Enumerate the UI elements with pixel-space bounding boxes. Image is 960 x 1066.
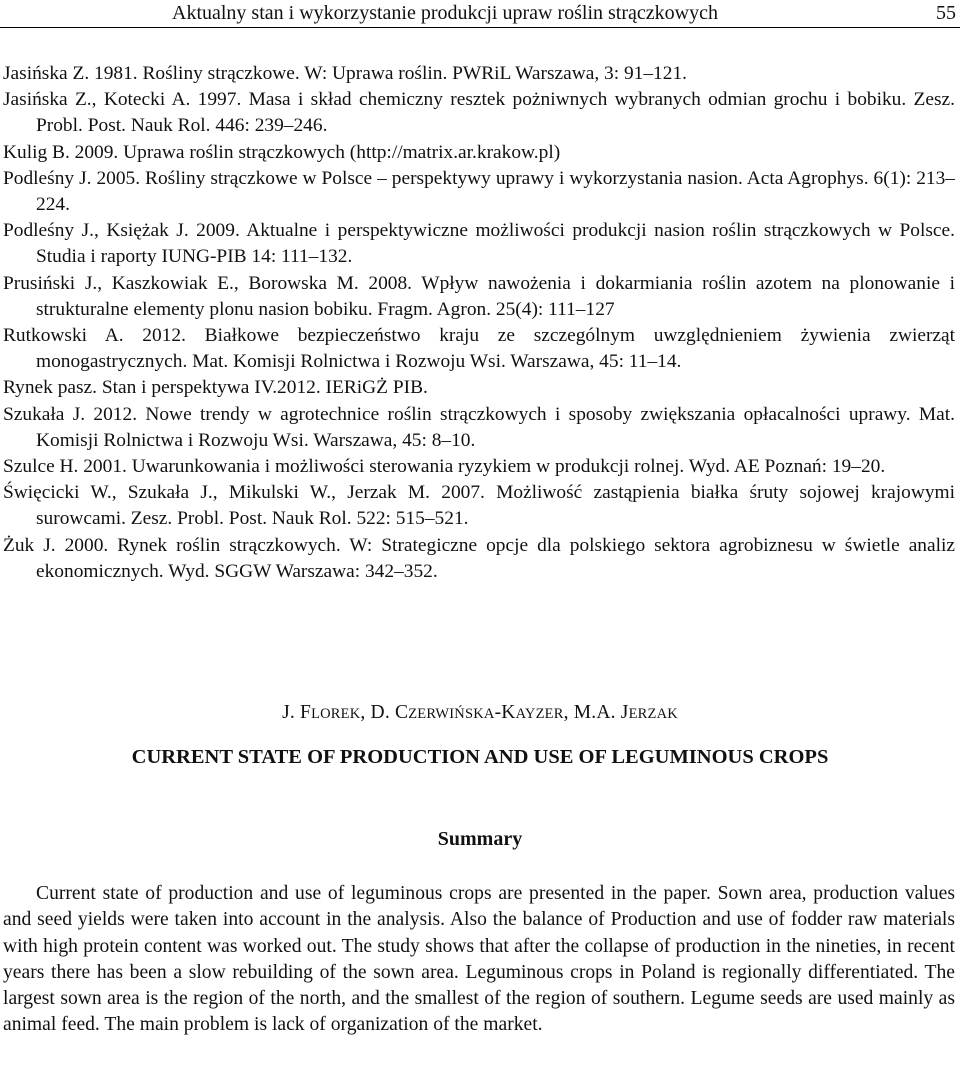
author-part: -K	[494, 702, 516, 723]
reference-item: Święcicki W., Szukała J., Mikulski W., Jerzak M. 2007. Możliwość zastąpienia białka śruty sojowej krajowymi surowcami. Zesz. Probl. Post. Nauk Rol. 522: 515–521.	[3, 482, 955, 530]
reference-item: Rynek pasz. Stan i perspektywa IV.2012. IERiGŻ PIB.	[3, 377, 428, 399]
reference-item: Szulce H. 2001. Uwarunkowania i możliwości sterowania ryzykiem w produkcji rolnej. Wyd. AE Poznań: 19–20.	[3, 456, 886, 478]
reference-item: Jasińska Z., Kotecki A. 1997. Masa i skład chemiczny resztek pożniwnych wybranych odmian grochu i bobiku. Zesz. Probl. Post. Nauk Rol. 446: 239–246.	[3, 89, 955, 137]
reference-list	[3, 61, 955, 585]
author-part: , M.A. J	[563, 702, 629, 723]
reference-item: Rutkowski A. 2012. Białkowe bezpieczeństwo kraju ze szczególnym uwzględnieniem żywienia zwierząt monogastrycznych. Mat. Komisji Rolnictwa i Rozwoju Wsi. Warszawa, 45: 11–14.	[3, 325, 955, 373]
reference-item: Żuk J. 2000. Rynek roślin strączkowych. W: Strategiczne opcje dla polskiego sektora agrobiznesu w świetle analiz ekonomicznych. Wyd. SGGW Warszawa: 342–352.	[3, 534, 955, 582]
author-part: , D. C	[360, 702, 409, 723]
author-part: ERZAK	[628, 706, 678, 722]
reference-item: Prusiński J., Kaszkowiak E., Borowska M. 2008. Wpływ nawożenia i dokarmiania roślin azotem na plonowanie i strukturalne elementy plonu nasion bobiku. Fragm. Agron. 25(4): 111–127	[3, 272, 955, 320]
running-header-title: Aktualny stan i wykorzystanie produkcji upraw roślin strączkowych	[172, 2, 718, 24]
author-line	[0, 702, 960, 724]
author-part: ZERWIŃSKA	[408, 706, 495, 722]
reference-item: Jasińska Z. 1981. Rośliny strączkowe. W: Uprawa roślin. PWRiL Warszawa, 3: 91–121.	[3, 63, 687, 84]
summary-heading: Summary	[437, 828, 523, 850]
paper-title: CURRENT STATE OF PRODUCTION AND USE OF LEGUMINOUS CROPS	[131, 746, 829, 768]
running-header	[0, 0, 960, 28]
reference-item: Kulig B. 2009. Uprawa roślin strączkowych (http://matrix.ar.krakow.pl)	[3, 141, 561, 163]
author-part: LOREK	[311, 706, 361, 722]
author-part: AYZER	[515, 706, 564, 722]
page-number: 55	[936, 2, 956, 24]
author-part: J. F	[282, 702, 312, 723]
reference-item: Szukała J. 2012. Nowe trendy w agrotechnice roślin strączkowych i sposoby zwiększania opłacalności uprawy. Mat. Komisji Rolnictwa i Rozwoju Wsi. Warszawa, 45: 8–10.	[3, 403, 955, 451]
summary-paragraph: Current state of production and use of leguminous crops are presented in the paper. Sown area, production values and seed yields were taken into account in the analysis. Also the balance of Production and use of fodder raw materials with high protein content was worked out. The study shows that after the collapse of production in the nineties, in recent years there has been a slow rebuilding of the sown area. Leguminous crops in Poland is regionally differentiated. The largest sown area is the region of the north, and the smallest of the region of southern. Legume seeds are used mainly as animal feed. The main problem is lack of organization of the market.	[3, 883, 955, 1036]
reference-item: Podleśny J., Księżak J. 2009. Aktualne i perspektywiczne możliwości produkcji nasion roślin strączkowych w Polsce. Studia i raporty IUNG-PIB 14: 111–132.	[3, 220, 955, 268]
reference-item: Podleśny J. 2005. Rośliny strączkowe w Polsce – perspektywy uprawy i wykorzystania nasion. Acta Agrophys. 6(1): 213–224.	[3, 167, 955, 216]
